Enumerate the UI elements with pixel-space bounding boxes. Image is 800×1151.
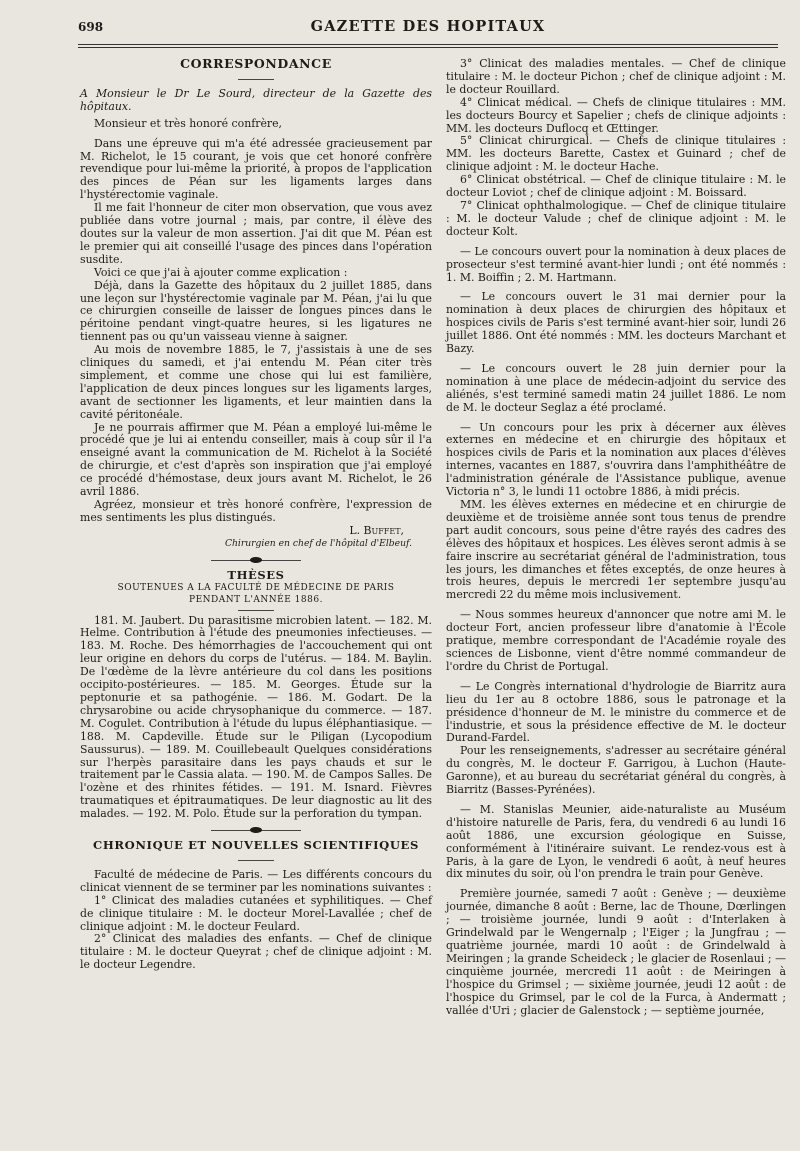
paragraph: Première journée, samedi 7 août : Genève ; — deuxième journée, dimanche 8 août : Berne, lac de Thoune, Dœrlingen ; — troisième journée, lundi 9 août : d'Interlaken à Grindelwald par le Wengernalp ; l'Eiger ; la Jungfrau ; — quatrième journée, mardi 10 août : de Grindelwald à Meiringen ; la grande Scheideck ; le glacier de Rosenlaui ; — cinquième journée, mercredi 11 août : de Meiringen à l'hospice du Grimsel ; — sixième journée, jeudi 12 août : de l'hospice du Grimsel, par le col de la Furca, à Andermatt ; vallée d'Uri ; glacier de Galenstock ; — septième journée,	[446, 887, 786, 1017]
paragraph: Au mois de novembre 1885, le 7, j'assistais à une de ses cliniques du samedi, et j'ai entendu M. Péan citer très simplement, et comme une chose qui lui est familière, l'application de deux pinces longues sur les ligaments larges, avant de sectionner les ligaments, et leur maintien dans la cavité péritonéale.	[80, 343, 432, 421]
ornament-divider	[211, 557, 301, 563]
theses-subtitle-1: SOUTENUES A LA FACULTÉ DE MÉDECINE DE PARIS	[117, 582, 395, 593]
journal-title: GAZETTE DES HOPITAUX	[310, 18, 546, 35]
paragraph: — M. Stanislas Meunier, aide-naturaliste au Muséum d'histoire naturelle de Paris, fera, du vendredi 6 au lundi 16 août 1886, une excursion géologique en Suisse, conformément à l'itinéraire suivant. Le rendez-vous est à Paris, à la gare de Lyon, le vendredi 6 août, à neuf heures dix minutes du soir, où l'on prendra le train pour Genève.	[446, 802, 786, 881]
theses-list: 181. M. Jaubert. Du parasitisme microbien latent. — 182. M. Helme. Contribution à l'étude des pneumonies infectieuses. — 183. M. Roche. Des hémorrhagies de l'accouchement qui ont leur origine en dehors du corps de l'utérus. — 184. M. Baylin. De l'œdème de la lèvre antérieure du col dans les positions occipito-postérieures. — 185. M. Georges. Étude sur la peptonurie et sa pathogénie. — 186. M. Godart. De la chrysarobine ou acide chrysophanique du commerce. — 187. M. Cogulet. Contribution à l'étude du lupus éléphantiasique. — 188. M. Capdeville. Étude sur le Piligan (Lycopodium Saussurus). — 189. M. Couillebeault Quelques considérations sur l'herpès parasitaire dans les pays chauds et sur le traitement par le Cassia alata. — 190. M. de Campos Salles. De l'ozène et des rhinites fétides. — 191. M. Isnard. Fièvres traumatiques et épitraumatiques. De leur diagnostic au lit des malades. — 192. M. Polo. Étude sur la perforation du tympan.	[80, 613, 432, 821]
paragraph: Déjà, dans la Gazette des hôpitaux du 2 juillet 1885, dans une leçon sur l'hystérectomie vaginale par M. Péan, j'ai lu que ce chirurgien conseille de laisser de longues pinces dans le péritoine pendant vingt-quatre heures, si les ligatures ne tiennent pas ou qu'un vaisseau vienne à saigner.	[80, 278, 432, 344]
theses-heading: THÈSES	[227, 567, 285, 582]
paragraph: — Le concours ouvert le 31 mai dernier pour la nomination à deux places de chirurgien des hôpitaux et hospices civils de Paris s'est terminé avant-hier soir, lundi 26 juillet 1886. Ont été nommés : MM. les docteurs Marchant et Bazy.	[446, 290, 786, 356]
paragraph: Voici ce que j'ai à ajouter comme explication :	[94, 265, 348, 279]
paragraph: 5° Clinicat chirurgical. — Chefs de clinique titulaires : MM. les docteurs Barette, Castex et Guinard ; chef de clinique adjoint : M. le docteur Hache.	[446, 134, 786, 174]
ornament-divider	[211, 827, 301, 833]
letter-body	[80, 138, 432, 525]
paragraph: Je ne pourrais affirmer que M. Péan a employé lui-même le procédé que je lui ai entendu conseiller, mais à coup sûr il l'a enseigné avant la communication de M. Richelot à la Société de chirurgie, et c'est d'après son inspiration que j'ai employé ce procédé d'hémostase, deux jours avant M. Richelot, le 26 avril 1886.	[80, 420, 432, 499]
news-items	[446, 246, 786, 1018]
letter-salutation: Monsieur et très honoré confrère,	[94, 116, 283, 130]
right-column	[446, 58, 786, 1017]
paragraph: 2° Clinicat des maladies des enfants. — Chef de clinique titulaire : M. le docteur Queyrat ; chef de clinique adjoint : M. le docteur Legendre.	[80, 932, 432, 972]
paragraph: 4° Clinicat médical. — Chefs de clinique titulaires : MM. les docteurs Bourcy et Sapelier ; chefs de clinique adjoints : MM. les docteurs Duflocq et Œttinger.	[446, 95, 786, 135]
letter-signature: L. Buffet,	[349, 523, 404, 537]
paragraph: Dans une épreuve qui m'a été adressée gracieusement par M. Richelot, le 15 courant, je vois que cet honoré confrère revendique pour lui-même la priorité, à propos de l'application des pinces de Péan sur les ligaments larges dans l'hystérectomie vaginale.	[80, 136, 432, 202]
header-rule-bottom	[78, 47, 778, 48]
clinicat-list	[446, 58, 786, 239]
theses-subtitle-2: PENDANT L'ANNÉE 1886.	[189, 594, 323, 605]
paragraph: 3° Clinicat des maladies mentales. — Chef de clinique titulaire : M. le docteur Pichon ; chef de clinique adjoint : M. le docteur Rouillard.	[446, 57, 786, 96]
letter-address: A Monsieur le Dr Le Sourd, directeur de la Gazette des hôpitaux.	[80, 86, 432, 113]
paragraph: — Le Congrès international d'hydrologie de Biarritz aura lieu du 1er au 8 octobre 1886, sous le patronage et la présidence d'honneur de M. le ministre du commerce et de l'industrie, et sous la présidence effective de M. le docteur Durand-Fardel.	[446, 679, 786, 745]
paragraph: — Le concours ouvert pour la nomination à deux places de prosecteur s'est terminé avant-hier lundi ; ont été nommés : 1. M. Boiffin ; 2. M. Hartmann.	[446, 244, 786, 284]
paragraph: 6° Clinicat obstétrical. — Chef de clinique titulaire : M. le docteur Loviot ; chef de clinique adjoint : M. Boissard.	[446, 173, 786, 200]
paragraph: — Le concours ouvert le 28 juin dernier pour la nomination à une place de médecin-adjoint du service des aliénés, s'est terminé samedi matin 24 juillet 1886. Le nom de M. le docteur Seglaz a été proclamé.	[446, 361, 786, 414]
chronique-body	[80, 869, 432, 972]
letter-signature-role: Chirurgien en chef de l'hôpital d'Elbeuf.	[224, 537, 412, 549]
section-divider	[238, 610, 274, 611]
section-divider	[238, 860, 274, 861]
paragraph: 7° Clinicat ophthalmologique. — Chef de clinique titulaire : M. le docteur Valude ; chef de clinique adjoint : M. le docteur Kolt.	[446, 198, 786, 238]
paragraph: Pour les renseignements, s'adresser au secrétaire général du congrès, M. le docteur F. Garrigou, à Luchon (Haute-Garonne), et au bureau du secrétariat général du congrès, à Biarritz (Basses-Pyrénées).	[446, 744, 786, 797]
paragraph: — Nous sommes heureux d'annoncer que notre ami M. le docteur Fort, ancien professeur libre d'anatomie à l'École pratique, membre correspondant de l'Académie royale des sciences de Lisbonne, vient d'être nommé commandeur de l'ordre du Christ de Portugal.	[446, 608, 786, 673]
page-header	[78, 18, 778, 40]
page-number: 698	[78, 20, 104, 34]
paragraph: 1° Clinicat des maladies cutanées et syphilitiques. — Chef de clinique titulaire : M. le docteur Morel-Lavallée ; chef de clinique adjoint : M. le docteur Feulard.	[80, 893, 432, 933]
paragraph: MM. les élèves externes en médecine et en chirurgie de deuxième et de troisième année sont tous tenus de prendre part audit concours, sous peine d'être rayés des cadres des élèves des hôpitaux et hospices. Les élèves seront admis à se faire inscrire au secrétariat général de l'administration, tous les jours, les dimanches et fêtes exceptés, de onze heures à trois heures, depuis le mercredi 1er septembre jusqu'au mercredi 22 du même mois inclusivement.	[446, 498, 786, 602]
paragraph: Faculté de médecine de Paris. — Les différents concours du clinicat viennent de se terminer par les nominations suivantes :	[80, 867, 432, 894]
paragraph: Agréez, monsieur et très honoré confrère, l'expression de mes sentiments les plus distingués.	[80, 498, 432, 524]
left-column	[80, 58, 432, 972]
correspondance-heading: CORRESPONDANCE	[180, 56, 332, 71]
chronique-heading: CHRONIQUE ET NOUVELLES SCIENTIFIQUES	[93, 838, 419, 853]
section-divider	[238, 79, 274, 80]
paragraph: — Un concours pour les prix à décerner aux élèves externes en médecine et en chirurgie des hôpitaux et hospices civils de Paris et la nomination aux places d'élèves internes, vacantes en 1887, s'ouvrira dans l'amphithéâtre de l'administration générale de l'Assistance publique, avenue Victoria n° 3, le lundi 11 octobre 1886, à midi précis.	[446, 420, 786, 499]
header-rule-top	[78, 44, 778, 45]
paragraph: Il me fait l'honneur de citer mon observation, que vous avez publiée dans votre journal ; mais, par contre, il élève des doutes sur la valeur de mon assertion. J'ai dit que M. Péan est le premier qui ait conseillé l'usage des pinces dans l'opération susdite.	[80, 201, 432, 266]
